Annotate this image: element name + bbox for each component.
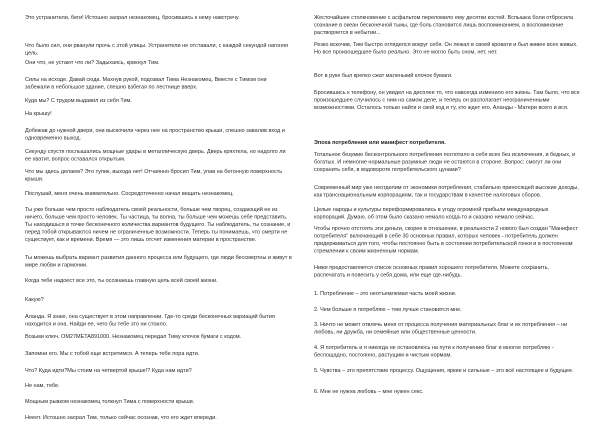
paragraph: Ты можешь выбрать вариант развития данного процесса или будущего, где люди бессмертны и живут в мире любви и гармонии. <box>25 254 292 268</box>
paragraph: Они что, не устают что ли? Задыхаясь, крикнул Тим. <box>25 59 160 66</box>
paragraph: Возьми ключ. OM27META891000. Незнакомец передал Тиму клочок бумаги с кодом. <box>25 333 242 340</box>
paragraph: Ниже предоставляется список основных правил хорошего потребителя. Можете сохранить, распечатать и повесить у себя дома, или еще где-нибудь. <box>314 264 549 278</box>
paragraph: Послушай, меня очень внимательно. Сосредоточенно начал вещать незнакомец. <box>25 190 234 197</box>
paragraph: Целые народы и культуры переформировались в угоду огромной прибыли международных корпораций. Думаю, об этом было сказано немало когда-то и сказано немало сейчас. <box>314 206 549 220</box>
list-item: 6. Мне не нужна любовь – мне нужен секс. <box>314 388 424 395</box>
paragraph: Тотальное безумие бесконтрольного потребления поглотило в себя всех без исключения, и бедных, и богатых. И немногие нормальные разумные люди не остаются в стороне. Вопрос: смогут ли они сохранить себя, в водовороте потребительского цунами? <box>314 151 576 173</box>
list-item: 5. Чувства – это препятствие процессу. Ощущения, яркие и сильные – это всё настоящее и будущее. <box>314 367 574 374</box>
list-item: 1. Потребление – это неотъемлемая часть моей жизни. <box>314 290 457 297</box>
paragraph: Добежав до нужной двери, они выскочили через нее на пространство крыши, спешно завалив вход и одновременно выход. <box>25 127 285 141</box>
paragraph: Нееет. Истошно заорал Тим, только сейчас осознав, что его ждет впереди. <box>25 414 217 421</box>
paragraph: Жесточайшее столкновение с асфальтом переломило ему десятки костей. Вспышка боли отбросила сознание в океан бесконечной тьмы, где боль становится лишь воспоминанием, а воспоминание растворяется в небытии... <box>314 14 574 36</box>
paragraph: Резко вскочив, Тим быстро огляделся вокруг себя. Он лежал в своей кровати и был живее всех живых. Но все произошедшее было реально. Это не могло быть сном, нет, нет. <box>314 41 578 55</box>
list-item: 4. Я потребитель и я никогда не остановлюсь на пути к получению благ и многое потребляю - беспощадно, постоянно, растущим и чистым нормам. <box>314 344 554 358</box>
section-heading: Эпоха потребления или манифест потребителя. <box>314 139 446 146</box>
paragraph: Запомни его. Мы с тобой еще встретимся. А теперь тебе пора идти. <box>25 350 200 357</box>
paragraph: Секунду спустя послышались мощные удары в металлическую дверь. Дверь кряхтела, но надолго ли ее хватит, вопрос оставался открытым. <box>25 148 286 162</box>
paragraph: Чтобы прочно отстоять эти деньги, скорее в отношении, в реальности 2 нового был создан "Манифест потребителя" включающий в себе 30 основных правил, которых человек - потребитель должен придерживаться для того, чтобы постоянно быть в состоянии потребительской гонки и в постоянном стремлении к своим жизненным нормам. <box>314 225 578 254</box>
paragraph: Мощным рывком незнакомец толкнул Тима с поверхности крыши. <box>25 398 195 405</box>
paragraph: Куда мы? С трудом выдавил из себя Тим. <box>25 97 132 104</box>
paragraph: На крышу! <box>25 110 52 117</box>
paragraph: Бросившись к телефону, он увидел на дисплее то, что навсегда изменило его жизнь. Там было, что все произошедшее случилось с ним на самом деле, и теперь он располагает неограниченными возможностями. Осталось только найти и свой код и ту, кто ждет его, Аланды - Матери всего и вся. <box>314 89 580 111</box>
paragraph: Что? Куда идти?Мы стоим на четвертой крыше!? Куда нам идти? <box>25 367 192 374</box>
paragraph: Ты уже больше чем просто наблюдатель своей реальности, больше чем творец, создающий ее из ничего, больше чем просто человек. Ты частица, ты волна, ты больше чем можешь себе представить. Ты находишься в точке бесконечного количества вариантов будущего. Ты наблюдатель, ты сознание, и перед тобой открываются ничем не ограниченные возможности. Теперь ты понимаешь, что смерти не существует, как и времени. Время — это лишь отсчет изменения материи в пространстве. <box>25 206 291 243</box>
paragraph: Это устранители, беги! Истошно заорал незнакомец, бросившись к нему навстречу. <box>25 14 240 21</box>
paragraph: Когда тебе надоест все это, ты осознаешь главную цель всей своей жизни. <box>25 277 218 284</box>
paragraph: Какую? <box>25 296 44 303</box>
paragraph: Не нам, тебе. <box>25 382 60 389</box>
right-column <box>314 0 580 424</box>
paragraph: Что мы здесь делаем? Это тупик, выхода нет! Отчаянно бросил Тим, упав на бетонную поверхность крыши. <box>25 168 283 182</box>
paragraph: Что было сил, они рванули прочь с этой улицы. Устранители не отставали, с каждой секундой нагоняя цель. <box>25 42 288 56</box>
paragraph: Силы на исходе. Давай сюда. Махнув рукой, подозвал Тима Незнакомец. Вместе с Тимом они забежали в небольшое здание, спешно взбегая по лестнице вверх. <box>25 76 267 90</box>
paragraph: Вот в руке был крепко сжат маленький клочок бумаги. <box>314 72 453 79</box>
left-column <box>25 0 292 424</box>
list-item: 3. Ничто не может отвлечь меня от процесса получения материальных благ и их потребления – ни любовь, ни дружба, ни семейные или общественные ценности. <box>314 321 568 335</box>
paragraph: Аланда. Я знаю, она существует в этом направлении. Где-то среди бесконечных вариаций бытия находится и она. Найди ее, чего бы тебе это ни стоило. <box>25 313 275 327</box>
list-item: 2. Чем больше я потребляю – тем лучше становится мне. <box>314 306 462 313</box>
paragraph: Современный мир уже неотделим от экономики потребления, стабильно приносящей высокие доходы, как транснациональным корпорациям, так и государствам в качестве налоговых сборов. <box>314 184 579 198</box>
